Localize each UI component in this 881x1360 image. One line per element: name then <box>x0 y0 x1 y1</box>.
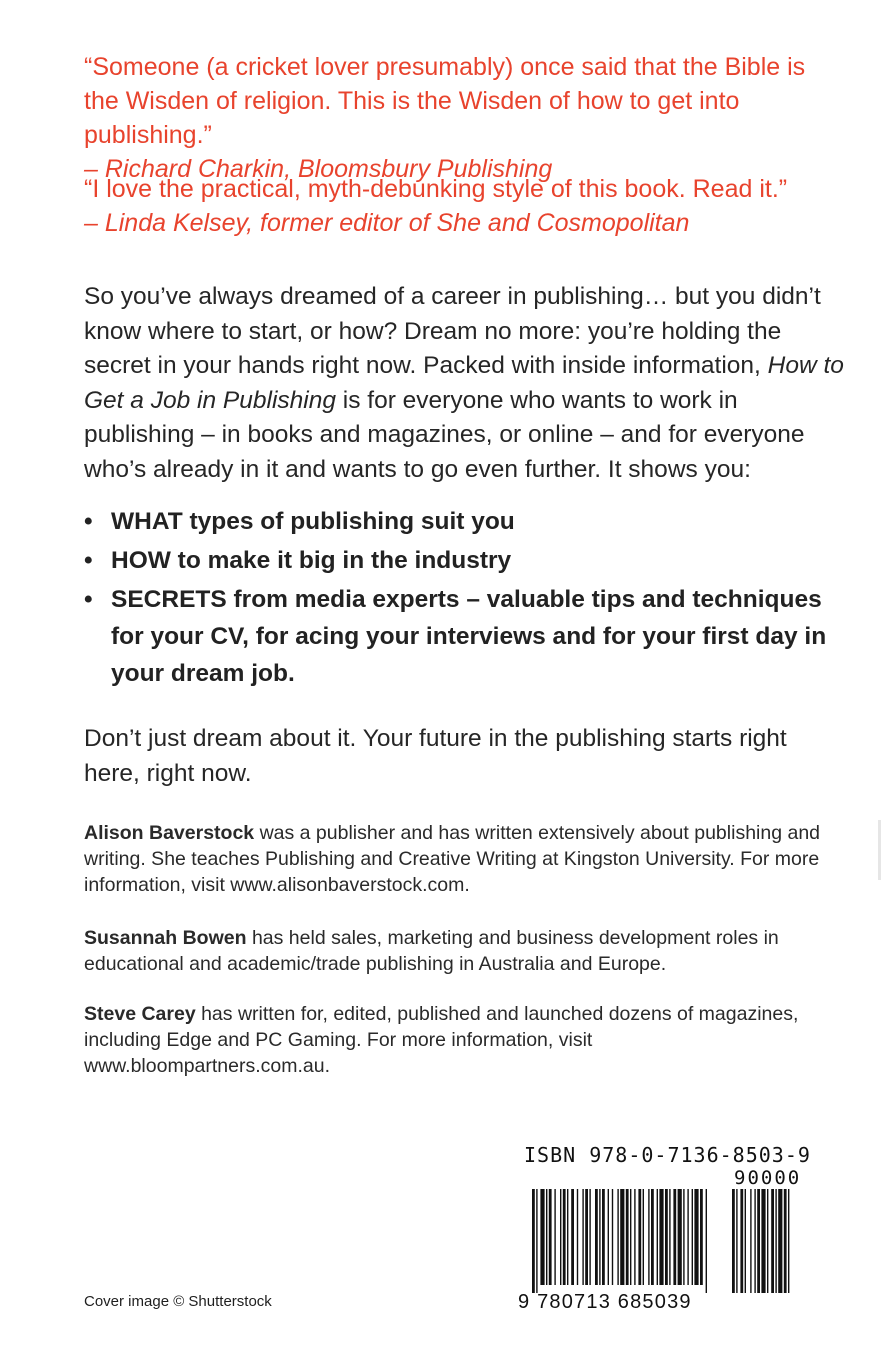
list-item <box>84 542 844 579</box>
addon-bar <box>745 1189 746 1293</box>
barcode-bar <box>692 1189 693 1285</box>
author-bio-text: was a publisher and has written extensively about publishing and writing. She teaches Publishing and Creative Writing at Kingston University. For more information, visit www.alisonbaverstock.com. <box>84 822 821 896</box>
barcode-bar <box>549 1189 552 1285</box>
list-item <box>84 503 844 540</box>
author-bio-1 <box>84 820 824 898</box>
barcode-bar <box>554 1189 555 1285</box>
barcode-bar <box>678 1189 682 1285</box>
barcode-bar <box>673 1189 676 1285</box>
author-bio-text: has written for, edited, published and launched dozens of magazines, including Edge and PC Gaming. For more information, visit www.bloompartners.com.au. <box>84 1003 799 1077</box>
addon-bar <box>788 1189 789 1293</box>
author-name: Steve Carey <box>84 1003 196 1025</box>
author-name: Alison Baverstock <box>84 822 255 844</box>
price-code: 90000 <box>734 1167 802 1189</box>
addon-bar <box>740 1189 743 1293</box>
addon-bar <box>732 1189 735 1293</box>
barcode-bar <box>585 1189 588 1285</box>
author-bio-3 <box>84 1001 824 1079</box>
quote-attribution: – Richard Charkin, Bloomsbury Publishing <box>84 155 553 183</box>
quote-text: “I love the practical, myth-debunking style of this book. Read it.” <box>84 175 788 203</box>
addon-bar <box>750 1189 751 1293</box>
barcode-bar <box>665 1189 668 1285</box>
barcode-bar <box>540 1189 544 1285</box>
barcode-bar <box>612 1189 613 1285</box>
barcode-bar <box>582 1189 583 1285</box>
barcode-bar <box>608 1189 609 1285</box>
addon-bar <box>757 1189 760 1293</box>
addon-bar <box>736 1189 737 1293</box>
author-bio-2 <box>84 925 824 977</box>
quote-attribution: – Linda Kelsey, former editor of She and Cosmopolitan <box>84 209 690 237</box>
barcode-bar <box>651 1189 654 1285</box>
author-bio-text: has held sales, marketing and business development roles in educational and academic/trade publishing in Australia and Europe. <box>84 927 779 975</box>
barcode-bar <box>643 1189 644 1285</box>
addon-bar <box>778 1189 782 1293</box>
ean-digits: 9 780713 685039 <box>518 1291 692 1313</box>
barcode-bar <box>648 1189 649 1285</box>
barcode-bar <box>626 1189 629 1285</box>
barcode-bar <box>683 1189 684 1285</box>
barcode-bar <box>577 1189 578 1285</box>
barcode-bar <box>560 1189 561 1285</box>
intro-text-1: So you’ve always dreamed of a career in publishing… but you didn’t know where to start, or how? Dream no more: you’re holding the secret in your hands right now. Packed with inside information, <box>84 283 821 379</box>
list-item-text: SECRETS from media experts – valuable tips and techniques for your CV, for acing your interviews and for your first day in your dream job. <box>111 586 827 687</box>
barcode-bar <box>634 1189 635 1285</box>
barcode-bar <box>602 1189 605 1285</box>
bullet-icon: • <box>84 586 93 613</box>
addon-bar <box>761 1189 765 1293</box>
endorsement-quote-1 <box>84 50 844 186</box>
barcode-bar <box>617 1189 618 1285</box>
barcode-bar <box>630 1189 631 1285</box>
barcode-bar <box>589 1189 590 1285</box>
barcode-bar <box>599 1189 600 1285</box>
list-item <box>84 581 844 692</box>
blurb-intro <box>84 280 844 487</box>
barcode-bar <box>700 1189 703 1285</box>
barcode-bar <box>669 1189 670 1285</box>
barcode-bar <box>657 1189 658 1285</box>
barcode-bar <box>638 1189 641 1285</box>
bullet-icon: • <box>84 547 93 574</box>
barcode-bar <box>532 1189 535 1293</box>
list-item-text: WHAT types of publishing suit you <box>111 508 515 535</box>
blurb-outro: Don’t just dream about it. Your future in the publishing starts right here, right now. <box>84 725 787 787</box>
barcode-bar <box>567 1189 568 1285</box>
barcode-bar <box>706 1189 707 1293</box>
feature-list <box>84 503 844 694</box>
barcode-bar <box>620 1189 624 1285</box>
addon-bar <box>754 1189 755 1293</box>
intro-text-2: is for everyone who wants to work in publishing – in books and magazines, or online – and for everyone who’s already in it and wants to go even further. It shows you: <box>84 386 805 483</box>
quote-text: “Someone (a cricket lover presumably) once said that the Bible is the Wisden of religion. This is the Wisden of how to get into publishing.” <box>84 53 806 149</box>
barcode-bar <box>563 1189 566 1285</box>
bullet-icon: • <box>84 508 93 535</box>
addon-bar <box>775 1189 776 1293</box>
addon-bar <box>767 1189 768 1293</box>
barcode-bar <box>571 1189 574 1285</box>
barcode-bars <box>518 1189 818 1293</box>
barcode-bar <box>694 1189 698 1285</box>
addon-bar <box>784 1189 787 1293</box>
isbn-barcode <box>518 1143 818 1323</box>
barcode-bar <box>659 1189 663 1285</box>
author-name: Susannah Bowen <box>84 927 247 949</box>
cover-image-credit: Cover image © Shutterstock <box>84 1293 272 1310</box>
endorsement-quote-2 <box>84 172 844 240</box>
barcode-bar <box>546 1189 547 1285</box>
barcode-bar <box>536 1189 537 1293</box>
barcode-bar <box>687 1189 688 1285</box>
barcode-bar <box>595 1189 598 1285</box>
addon-bar <box>771 1189 774 1293</box>
book-title: How to Get a Job in Publishing <box>84 352 844 414</box>
isbn-label: ISBN 978-0-7136-8503-9 <box>524 1143 811 1167</box>
list-item-text: HOW to make it big in the industry <box>111 547 512 574</box>
